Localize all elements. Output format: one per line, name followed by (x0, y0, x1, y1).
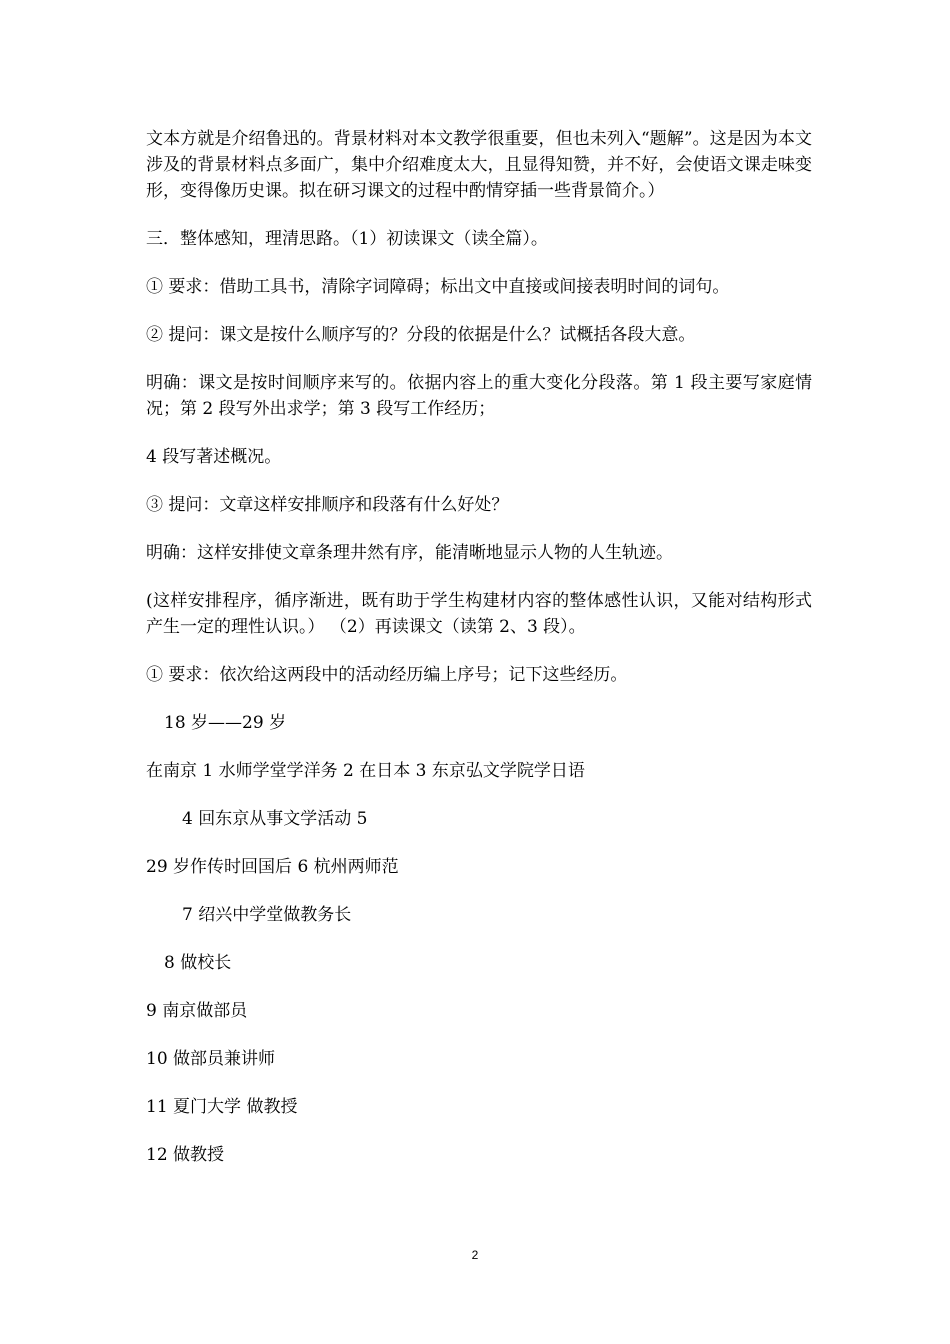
paragraph-answer-order: 明确：课文是按时间顺序来写的。依据内容上的重大变化分段落。第 1 段主要写家庭情况；第 2 段写外出求学；第 3 段写工作经历； (146, 373, 812, 419)
paragraph-note-reread: (这样安排程序，循序渐进，既有助于学生构建材内容的整体感性认识，又能对结构形式产生一定的理性认识。） （2）再读课文（读第 2、3 段）。 (146, 591, 812, 637)
timeline-item: 29 岁作传时回国后 6 杭州两师范 (146, 857, 399, 877)
timeline-item: 7 绍兴中学堂做教务长 (182, 905, 352, 925)
timeline-item: 11 夏门大学 做教授 (146, 1097, 298, 1117)
paragraph-answer-benefit: 明确：这样安排使文章条理井然有序，能清晰地显示人物的人生轨迹。 (146, 543, 673, 563)
paragraph-requirement-1: ① 要求：借助工具书，清除字词障碍；标出文中直接或间接表明时间的词句。 (146, 277, 730, 297)
paragraph-question-3: ③ 提问：文章这样安排顺序和段落有什么好处？ (146, 495, 509, 515)
timeline-item: 18 岁——29 岁 (164, 713, 287, 733)
paragraph-answer-continued: 4 段写著述概况。 (146, 447, 282, 467)
paragraph-requirement-reread: ① 要求：依次给这两段中的活动经历编上序号；记下这些经历。 (146, 665, 628, 685)
timeline-item: 4 回东京从事文学活动 5 (182, 809, 368, 829)
paragraph-question-2: ② 提问：课文是按什么顺序写的？分段的依据是什么？试概括各段大意。 (146, 325, 696, 345)
document-body (146, 126, 812, 1168)
timeline-item: 8 做校长 (164, 953, 232, 973)
timeline-item: 在南京 1 水师学堂学洋务 2 在日本 3 东京弘文学院学日语 (146, 761, 585, 781)
timeline-item: 10 做部员兼讲师 (146, 1049, 276, 1069)
section-heading-overall: 三．整体感知，理清思路。（1）初读课文（读全篇）。 (146, 229, 548, 249)
paragraph-background-note: 文本方就是介绍鲁迅的。背景材料对本文教学很重要，但也未列入“题解”。这是因为本文涉及的背景材料点多面广，集中介绍难度太大，且显得知赞，并不好，会使语文课走味变形，变得像历史课。拟在研习课文的过程中酌情穿插一些背景简介。） (146, 129, 812, 201)
timeline-item: 12 做教授 (146, 1145, 225, 1165)
page-number: 2 (471, 1248, 479, 1262)
timeline-item: 9 南京做部员 (146, 1001, 248, 1021)
